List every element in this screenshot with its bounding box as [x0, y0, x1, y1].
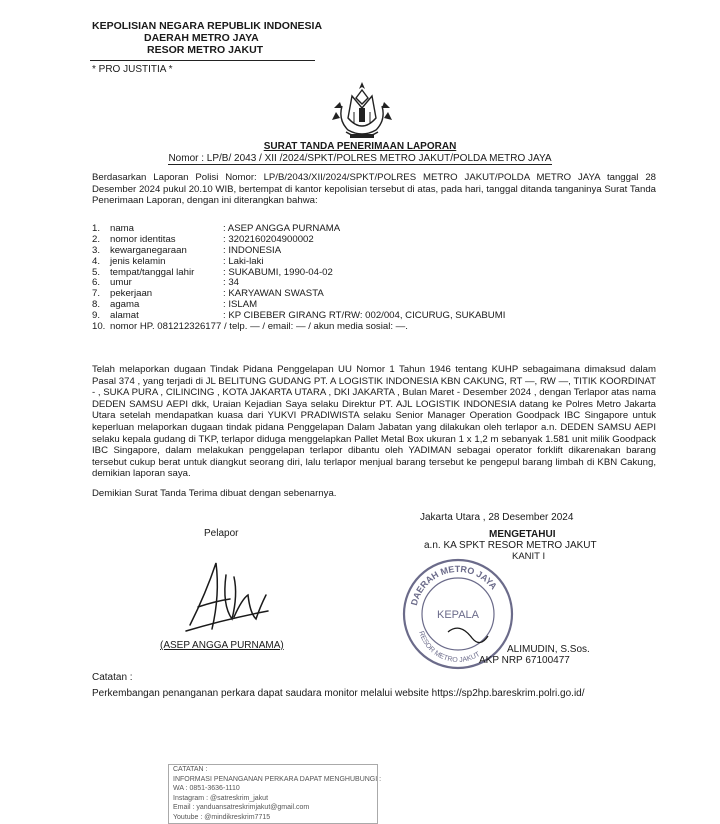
- field-value: : ASEP ANGGA PURNAMA: [223, 223, 341, 234]
- info-line: Instagram : @satreskrim_jakut: [173, 794, 269, 802]
- official-stamp-icon: [398, 552, 518, 672]
- field-value: : KP CIBEBER GIRANG RT/RW: 002/004, CICURUG, SUKABUMI: [223, 310, 506, 322]
- field-value: : 34: [223, 277, 240, 289]
- field-label: nama: [110, 223, 134, 234]
- field-value: : KARYAWAN SWASTA: [223, 288, 324, 300]
- field-number: 3.: [92, 244, 101, 256]
- header-line-1: KEPOLISIAN NEGARA REPUBLIK INDONESIA: [92, 20, 323, 32]
- info-line: INFORMASI PENANGANAN PERKARA DAPAT MENGHUBUNGI :: [173, 775, 382, 783]
- field-label: nomor HP. 081212326177 / telp. — / email: — / akun media sosial: —.: [110, 321, 408, 333]
- field-label: nomor identitas: [110, 233, 176, 245]
- document-number: Nomor : LP/B/ 2043 / XII /2024/SPKT/POLRES METRO JAKUT/POLDA METRO JAYA: [168, 153, 552, 164]
- catatan-label: Catatan :: [92, 672, 133, 683]
- handwritten-signature-icon: [176, 555, 276, 637]
- mengetahui-label: MENGETAHUI: [489, 529, 556, 540]
- field-number: 4.: [92, 255, 101, 267]
- field-number: 9.: [92, 310, 101, 322]
- info-line: Email : yanduansatreskrimjakut@gmail.com: [173, 804, 310, 811]
- reporter-name: (ASEP ANGGA PURNAMA): [160, 640, 284, 651]
- field-number: 8.: [92, 299, 101, 311]
- stamp-bottom-text: RESOR METRO JAKUT: [417, 630, 482, 665]
- report-body: Telah melaporkan dugaan Tindak Pidana Penggelapan UU Nomor 1 Tahun 1946 tentang KUHP sebagaimana dimaksud dalam Pasal 374 , yang terjadi di JL BELITUNG GUDANG PT. A LOGISTIK INDONESIA KBN CAKUNG, RT —, RW —, TITIK KOORDINAT - , SUKA PURA , CILINCING , KOTA JAKARTA UTARA , DKI JAKARTA , Bulan Maret - Desember 2024 , dengan Terlapor atas nama DEDEN SAMSU AEPI dkk, Uraian Kejadian Saya selaku Direktur PT. AJL LOGISTIK INDONESIA datang ke Polres Metro Jakarta Utara setelah mendapatkan kuasa dari YUKVI PRADIWISTA selaku Senior Manager Operation Goodpack IBC Singapore untuk keperluan melaporkan dugaan tindak pidana Penggelapan Dalam Jabatan yang dilakukan oleh terlapor a.n. DEDEN SAMSU AEPI selaku kepala gudang di TKP, terlapor diduga menggelapkan Pallet Metal Box ukuran 1 x 1,2 m sebanyak 1.581 unit milik Goodpack IBC Singapore, dalam melakukan penggelapan terlapor dibantu oleh YADIMAN sebagai operator forklift dikarenakan barang tersebut cukup berat untuk diangkut seorang diri, lalu terlapor menjual barang tersebut ke pengepul barang limbah di KBN Cakung, demikian laporan saya.: [92, 364, 656, 480]
- field-label: agama: [110, 299, 140, 311]
- officer-name: ALIMUDIN, S.Sos.: [507, 644, 590, 655]
- field-number: 7.: [92, 288, 101, 300]
- field-number: 1.: [92, 223, 101, 234]
- an-line: a.n. KA SPKT RESOR METRO JAKUT: [424, 540, 597, 551]
- header-line-3: RESOR METRO JAKUT: [147, 44, 264, 56]
- place-date: Jakarta Utara , 28 Desember 2024: [420, 512, 574, 523]
- field-value: : 3202160204900002: [223, 233, 314, 245]
- field-number: 6.: [92, 277, 101, 289]
- field-label: jenis kelamin: [110, 255, 166, 267]
- field-value: : SUKABUMI, 1990-04-02: [223, 266, 333, 278]
- field-value: : ISLAM: [223, 299, 258, 311]
- intro-paragraph: Berdasarkan Laporan Polisi Nomor: LP/B/2043/XII/2024/SPKT/POLRES METRO JAKUT/POLDA METRO JAYA tanggal 28 Desember 2024 pukul 20.10 WIB, bertempat di kantor kepolisian tersebut di atas, pada hari, tanggal ditanda tanganinya Surat Tanda Penerimaan Laporan, dengan ini diterangkan bahwa:: [92, 172, 656, 207]
- field-value: : INDONESIA: [223, 244, 282, 256]
- header-rule: [90, 60, 315, 61]
- pro-justitia: * PRO JUSTITIA *: [92, 64, 173, 75]
- officer-rank: AKP NRP 67100477: [479, 655, 570, 666]
- svg-text:DAERAH METRO JAYA: [409, 564, 499, 607]
- field-label: pekerjaan: [110, 288, 153, 300]
- field-label: kewarganegaraan: [110, 244, 187, 256]
- info-line: Youtube : @mindikreskrim7715: [173, 813, 271, 821]
- field-label: umur: [110, 277, 132, 289]
- field-number: 10.: [92, 321, 106, 333]
- stamp-center-text: KEPALA: [437, 609, 479, 621]
- catatan-text: Perkembangan penanganan perkara dapat saudara monitor melalui website https://sp2hp.bareskrim.polri.go.id/: [92, 688, 585, 699]
- stamp-top-text: DAERAH METRO JAYA: [408, 563, 499, 607]
- field-value: : Laki-laki: [223, 255, 264, 267]
- pelapor-label: Pelapor: [204, 528, 239, 539]
- closing-statement: Demikian Surat Tanda Terima dibuat dengan sebenarnya.: [92, 488, 337, 499]
- contact-info-box: [168, 764, 382, 824]
- field-label: tempat/tanggal lahir: [110, 266, 195, 278]
- info-line: WA : 0851-3636-1110: [173, 785, 240, 792]
- field-label: alamat: [110, 310, 139, 322]
- field-number: 5.: [92, 266, 101, 278]
- info-line: CATATAN :: [173, 766, 208, 773]
- letterhead: [92, 20, 322, 56]
- police-emblem-icon: [328, 78, 396, 146]
- kanit-label: KANIT I: [512, 551, 546, 562]
- header-line-2: DAERAH METRO JAYA: [144, 32, 259, 44]
- document-title: SURAT TANDA PENERIMAAN LAPORAN: [263, 141, 457, 152]
- field-number: 2.: [92, 233, 101, 245]
